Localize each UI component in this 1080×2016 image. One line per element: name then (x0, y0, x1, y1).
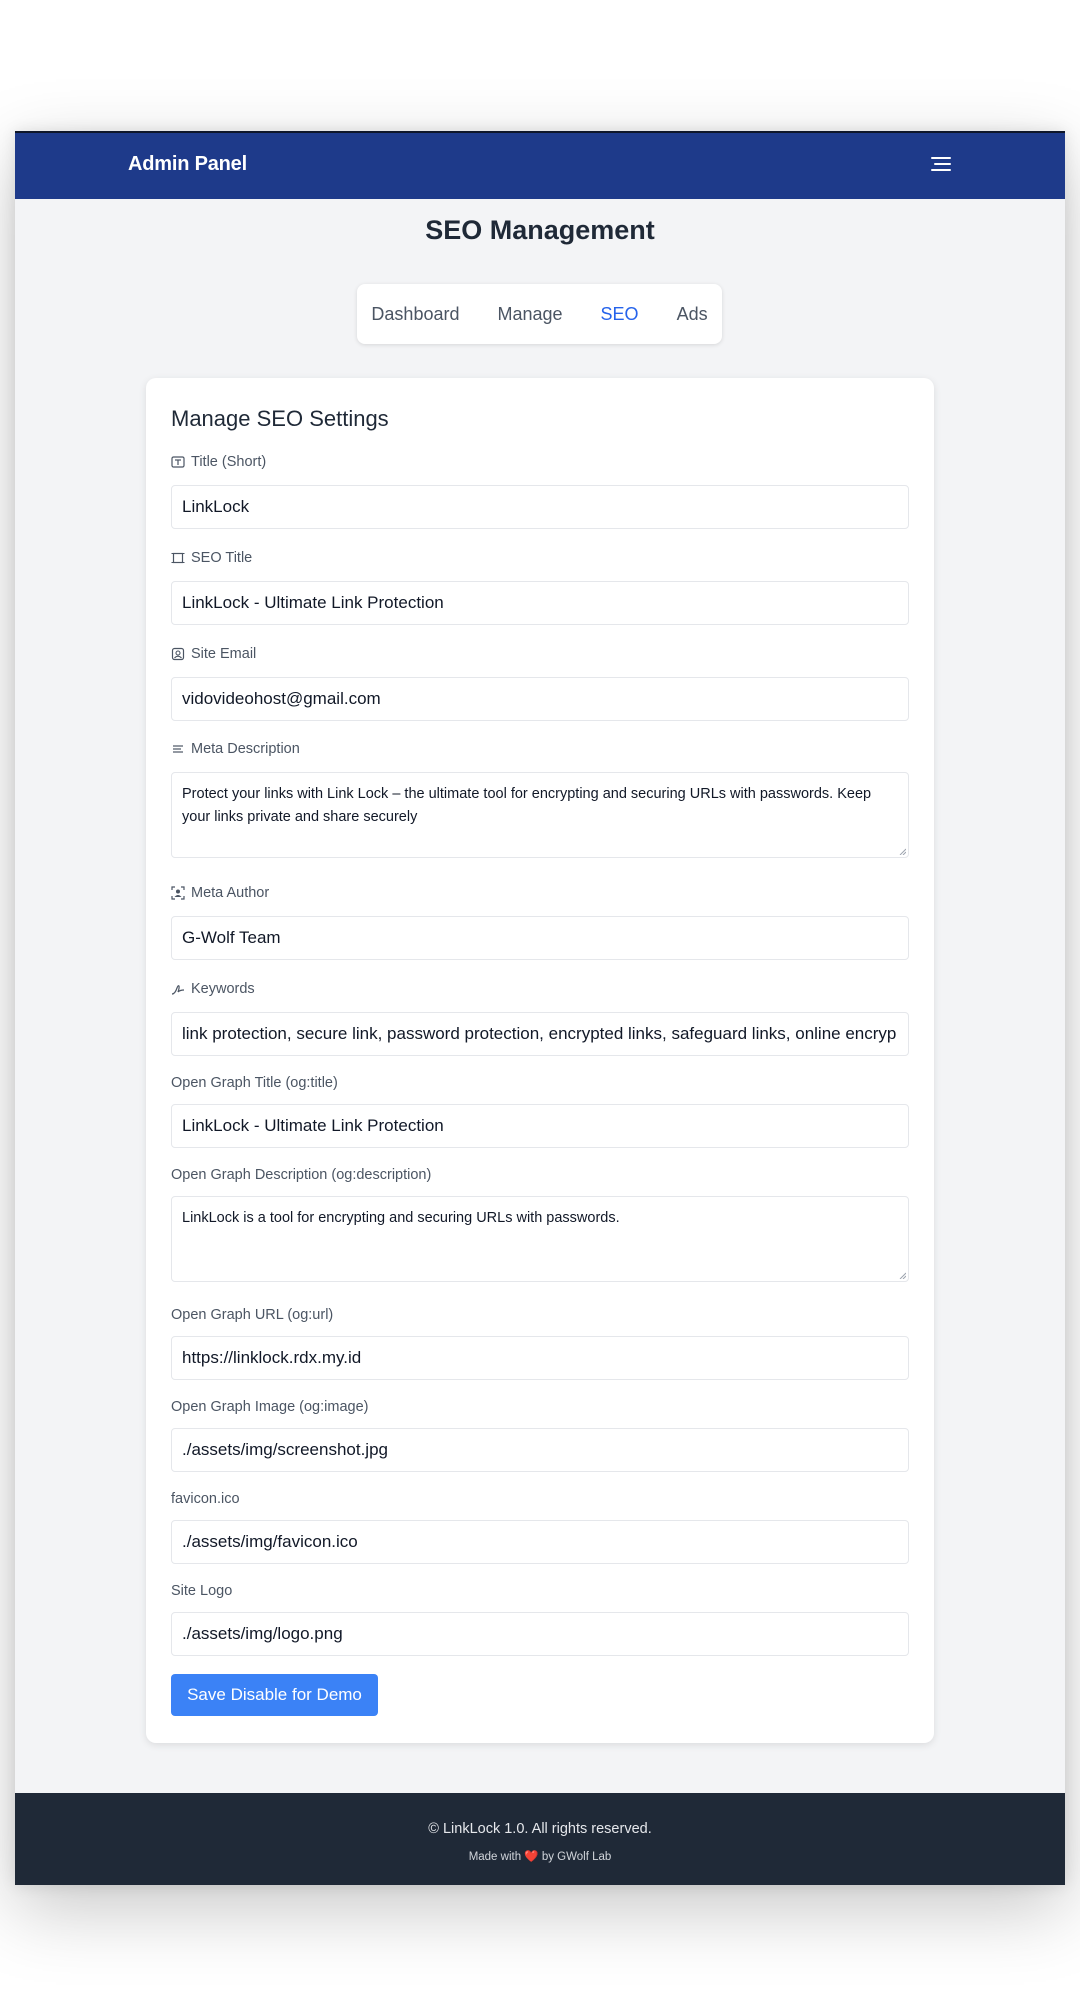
save-button[interactable]: Save Disable for Demo (171, 1674, 378, 1716)
og-description-value: LinkLock is a tool for encrypting and securing URLs with passwords. (182, 1210, 620, 1226)
og-title-label: Open Graph Title (og:title) (171, 1075, 338, 1091)
site-email-input[interactable]: vidovideohost@gmail.com (171, 677, 909, 721)
brand-title[interactable]: Admin Panel (128, 153, 247, 175)
footer-credit (15, 1849, 1065, 1863)
resize-grip-icon[interactable] (899, 848, 906, 855)
seo-title-label (171, 550, 252, 566)
card-title: Manage SEO Settings (171, 406, 389, 431)
site-logo-label: Site Logo (171, 1583, 233, 1599)
favicon-label: favicon.ico (171, 1491, 240, 1507)
og-image-label: Open Graph Image (og:image) (171, 1399, 369, 1415)
title-short-label-text: Title (Short) (191, 454, 267, 470)
title-short-input[interactable]: LinkLock (171, 485, 909, 529)
section-tabs (357, 284, 722, 344)
resize-grip-icon[interactable] (899, 1272, 906, 1279)
hamburger-menu-icon[interactable] (928, 151, 954, 177)
seo-title-label-text: SEO Title (191, 550, 253, 566)
title-short-label (171, 454, 266, 470)
site-email-label (171, 646, 256, 662)
frame-icon (171, 551, 185, 565)
app-frame (15, 131, 1065, 1885)
keywords-label-text: Keywords (191, 981, 255, 997)
og-image-input[interactable]: ./assets/img/screenshot.jpg (171, 1428, 909, 1472)
site-logo-input[interactable]: ./assets/img/logo.png (171, 1612, 909, 1656)
og-description-textarea[interactable] (171, 1196, 909, 1282)
meta-author-label (171, 885, 269, 901)
og-title-input[interactable]: LinkLock - Ultimate Link Protection (171, 1104, 909, 1148)
meta-description-label-text: Meta Description (191, 741, 300, 757)
seo-settings-card (146, 378, 934, 1743)
text-lines-icon (171, 742, 185, 756)
site-email-label-text: Site Email (191, 646, 257, 662)
seo-title-input[interactable]: LinkLock - Ultimate Link Protection (171, 581, 909, 625)
tab-ads[interactable]: Ads (676, 303, 708, 324)
meta-description-textarea[interactable] (171, 772, 909, 858)
page-title: SEO Management (425, 215, 655, 245)
favicon-input[interactable]: ./assets/img/favicon.ico (171, 1520, 909, 1564)
email-badge-icon (171, 647, 185, 661)
og-url-input[interactable]: https://linklock.rdx.my.id (171, 1336, 909, 1380)
footer-made-prefix: Made with (468, 1851, 522, 1863)
title-icon (171, 455, 185, 469)
heart-icon: ❤️ (524, 1851, 539, 1863)
top-navbar (15, 131, 1065, 199)
keywords-input[interactable]: link protection, secure link, password protection, encrypted links, safeguard links, online encryp (171, 1012, 909, 1056)
keywords-label (171, 981, 255, 997)
meta-description-label (171, 741, 300, 757)
signature-icon (171, 982, 185, 996)
page-footer (15, 1793, 1065, 1885)
tab-seo[interactable]: SEO (600, 303, 639, 324)
meta-description-value: Protect your links with Link Lock – the ultimate tool for encrypting and securing URLs with passwords. Keep your links private and share securely (182, 786, 872, 825)
tab-dashboard[interactable]: Dashboard (371, 303, 460, 324)
tab-manage[interactable]: Manage (497, 303, 563, 324)
og-description-label: Open Graph Description (og:description) (171, 1167, 432, 1183)
footer-copyright: © LinkLock 1.0. All rights reserved. (428, 1821, 652, 1837)
meta-author-input[interactable]: G-Wolf Team (171, 916, 909, 960)
og-url-label: Open Graph URL (og:url) (171, 1307, 334, 1323)
footer-made-suffix: by GWolf Lab (541, 1851, 612, 1863)
user-frame-icon (171, 886, 185, 900)
meta-author-label-text: Meta Author (191, 885, 270, 901)
